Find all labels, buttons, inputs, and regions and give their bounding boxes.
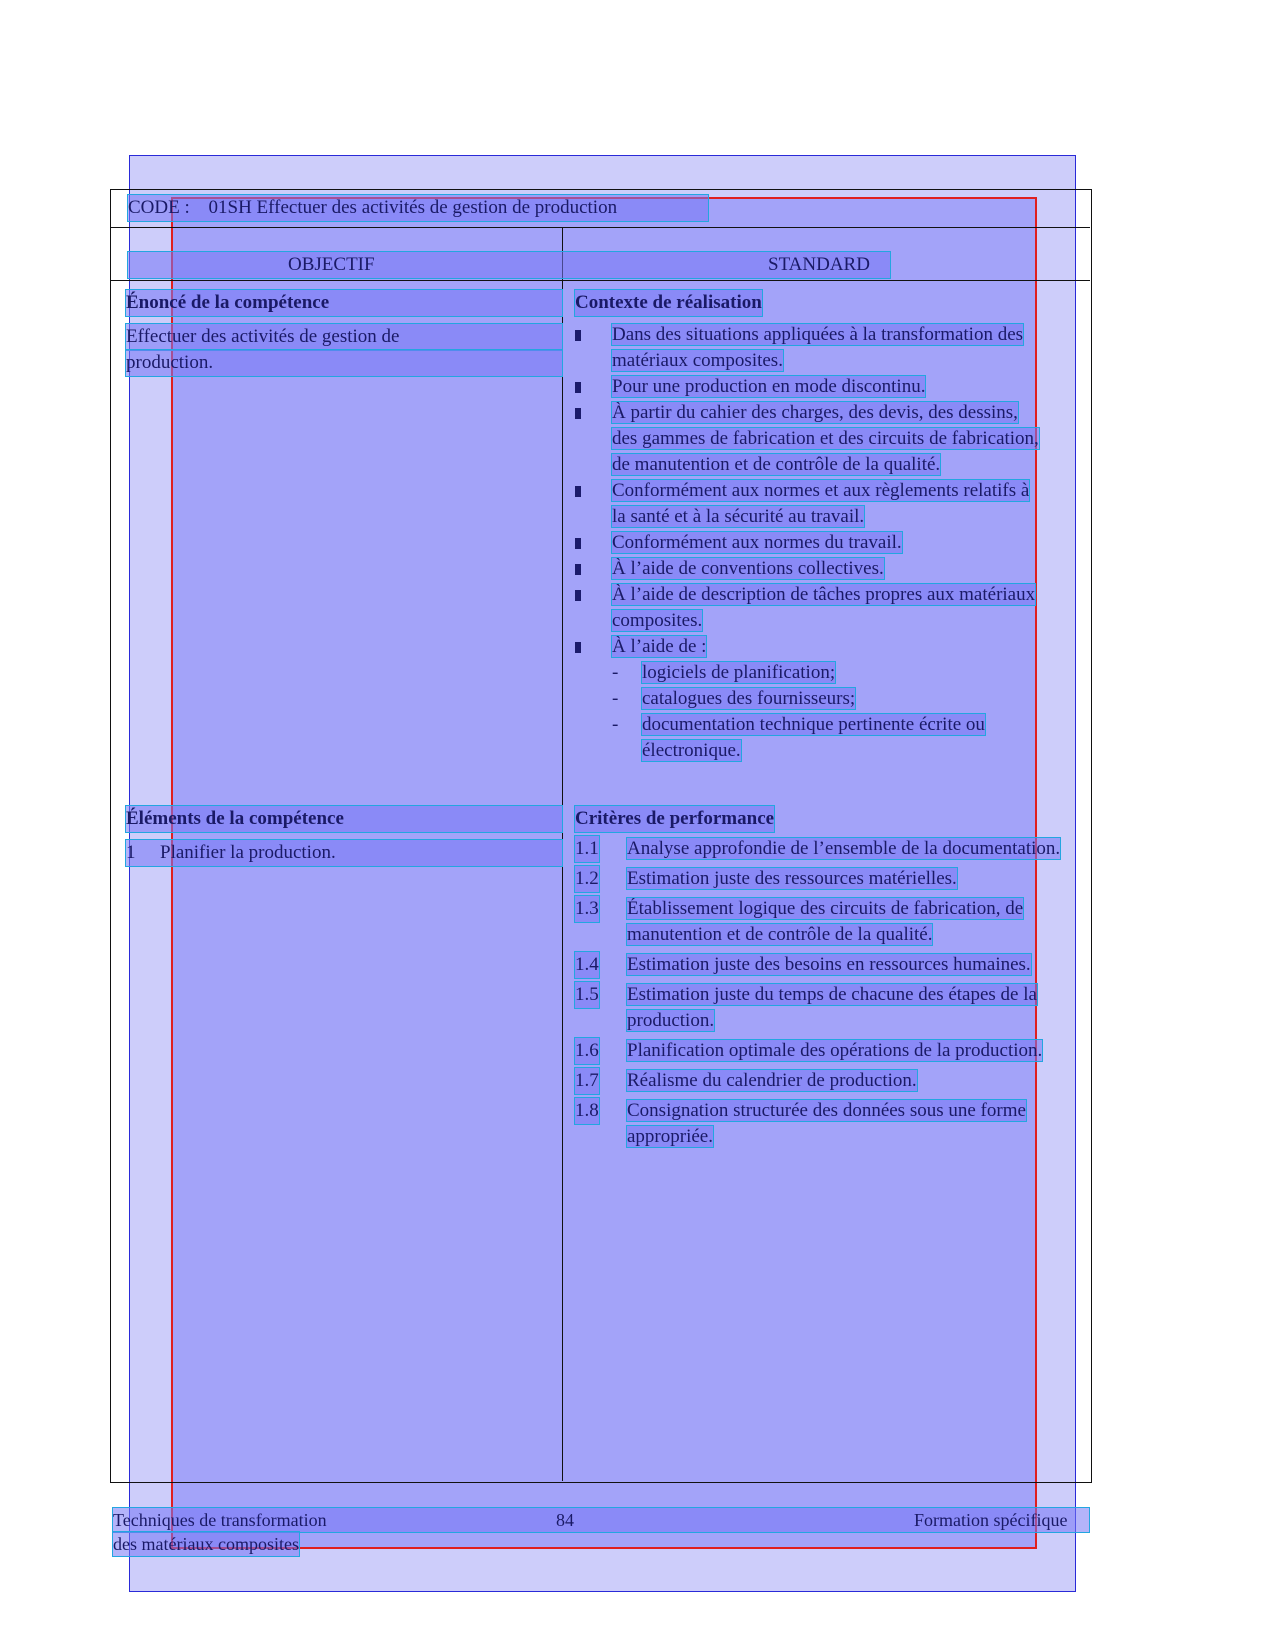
criteres-title: Critères de performance: [575, 806, 774, 832]
list-item: [575, 634, 1045, 764]
list-item: [575, 582, 1045, 634]
sub-list-item: [612, 712, 1045, 764]
criteria-item: [575, 952, 1075, 978]
criteria-number: 1.1: [575, 836, 599, 862]
item-text: À l’aide de :: [612, 636, 707, 657]
code-row: [128, 195, 708, 221]
criteria-number: 1.3: [575, 896, 599, 922]
column-divider: [562, 227, 563, 1481]
criteria-item: [575, 1098, 1075, 1150]
dash-icon: -: [612, 688, 619, 709]
elements-title: Éléments de la compétence: [126, 806, 562, 832]
contexte-list: [575, 322, 1045, 764]
enonce-line: Effectuer des activités de gestion de: [126, 324, 562, 350]
list-item: [575, 374, 1045, 400]
criteria-text: Estimation juste du temps de chacune des étapes de la production.: [627, 984, 1037, 1031]
criteria-number: 1.5: [575, 982, 599, 1008]
enonce-title: Énoncé de la compétence: [126, 290, 562, 316]
criteria-number: 1.7: [575, 1068, 599, 1094]
bullet-icon: [575, 564, 581, 575]
criteria-number: 1.4: [575, 952, 599, 978]
criteria-number: 1.6: [575, 1038, 599, 1064]
standard-header: STANDARD: [768, 254, 870, 275]
element-item: [126, 840, 562, 866]
enonce-line: production.: [126, 350, 562, 376]
bullet-icon: [575, 642, 581, 653]
dash-icon: -: [612, 714, 619, 735]
criteria-item: [575, 896, 1075, 948]
criteria-item: [575, 866, 1075, 892]
criteria-text: Estimation juste des ressources matérielles.: [627, 868, 957, 889]
code-title: 01SH Effectuer des activités de gestion de production: [208, 197, 618, 218]
item-text: À partir du cahier des charges, des devis, des dessins, des gammes de fabrication et des circuits de fabrication, de manutention et de contrôle de la qualité.: [612, 402, 1039, 475]
dash-icon: -: [612, 662, 619, 683]
criteria-item: [575, 1038, 1075, 1064]
element-number: 1: [126, 842, 136, 863]
sub-list-item: [612, 660, 1045, 686]
criteria-text: Planification optimale des opérations de la production.: [627, 1040, 1043, 1061]
criteria-text: Établissement logique des circuits de fabrication, de manutention et de contrôle de la qualité.: [627, 898, 1024, 945]
code-label: CODE :: [128, 197, 190, 218]
criteria-item: [575, 836, 1075, 862]
element-text: Planifier la production.: [160, 842, 336, 863]
criteria-item: [575, 1068, 1075, 1094]
criteria-number: 1.8: [575, 1098, 599, 1124]
bullet-icon: [575, 590, 581, 601]
bullet-icon: [575, 538, 581, 549]
bullet-icon: [575, 382, 581, 393]
criteria-text: Réalisme du calendrier de production.: [627, 1070, 917, 1091]
list-item: [575, 400, 1045, 478]
item-text: À l’aide de conventions collectives.: [612, 558, 884, 579]
criteres-list: [575, 836, 1075, 1154]
bullet-icon: [575, 486, 581, 497]
item-text: Conformément aux normes du travail.: [612, 532, 902, 553]
sub-item-text: documentation technique pertinente écrite ou électronique.: [642, 714, 985, 761]
item-text: Conformément aux normes et aux règlements relatifs à la santé et à la sécurité au travail.: [612, 480, 1030, 527]
criteria-text: Estimation juste des besoins en ressources humaines.: [627, 954, 1031, 975]
sub-item-text: logiciels de planification;: [642, 662, 836, 683]
table-rule: [110, 280, 1090, 281]
table-rule: [110, 227, 1090, 228]
item-text: À l’aide de description de tâches propres aux matériaux composites.: [612, 584, 1036, 631]
bullet-icon: [575, 408, 581, 419]
bullet-icon: [575, 330, 581, 341]
item-text: Dans des situations appliquées à la transformation des matériaux composites.: [612, 324, 1024, 371]
criteria-item: [575, 982, 1075, 1034]
criteria-text: Analyse approfondie de l’ensemble de la documentation.: [627, 838, 1061, 859]
footer-right: Formation spécifique: [914, 1510, 1068, 1530]
footer-left-line1: Techniques de transformation: [113, 1510, 327, 1530]
list-item: [575, 556, 1045, 582]
criteria-text: Consignation structurée des données sous une forme appropriée.: [627, 1100, 1026, 1147]
sub-list: [612, 660, 1045, 764]
list-item: [575, 478, 1045, 530]
contexte-title: Contexte de réalisation: [575, 290, 762, 316]
criteria-number: 1.2: [575, 866, 599, 892]
sub-list-item: [612, 686, 1045, 712]
objective-header: OBJECTIF: [288, 254, 375, 275]
list-item: [575, 530, 1045, 556]
footer-left-line2: des matériaux composites: [113, 1534, 299, 1554]
item-text: Pour une production en mode discontinu.: [612, 376, 926, 397]
page-number: 84: [556, 1510, 574, 1530]
sub-item-text: catalogues des fournisseurs;: [642, 688, 856, 709]
list-item: [575, 322, 1045, 374]
